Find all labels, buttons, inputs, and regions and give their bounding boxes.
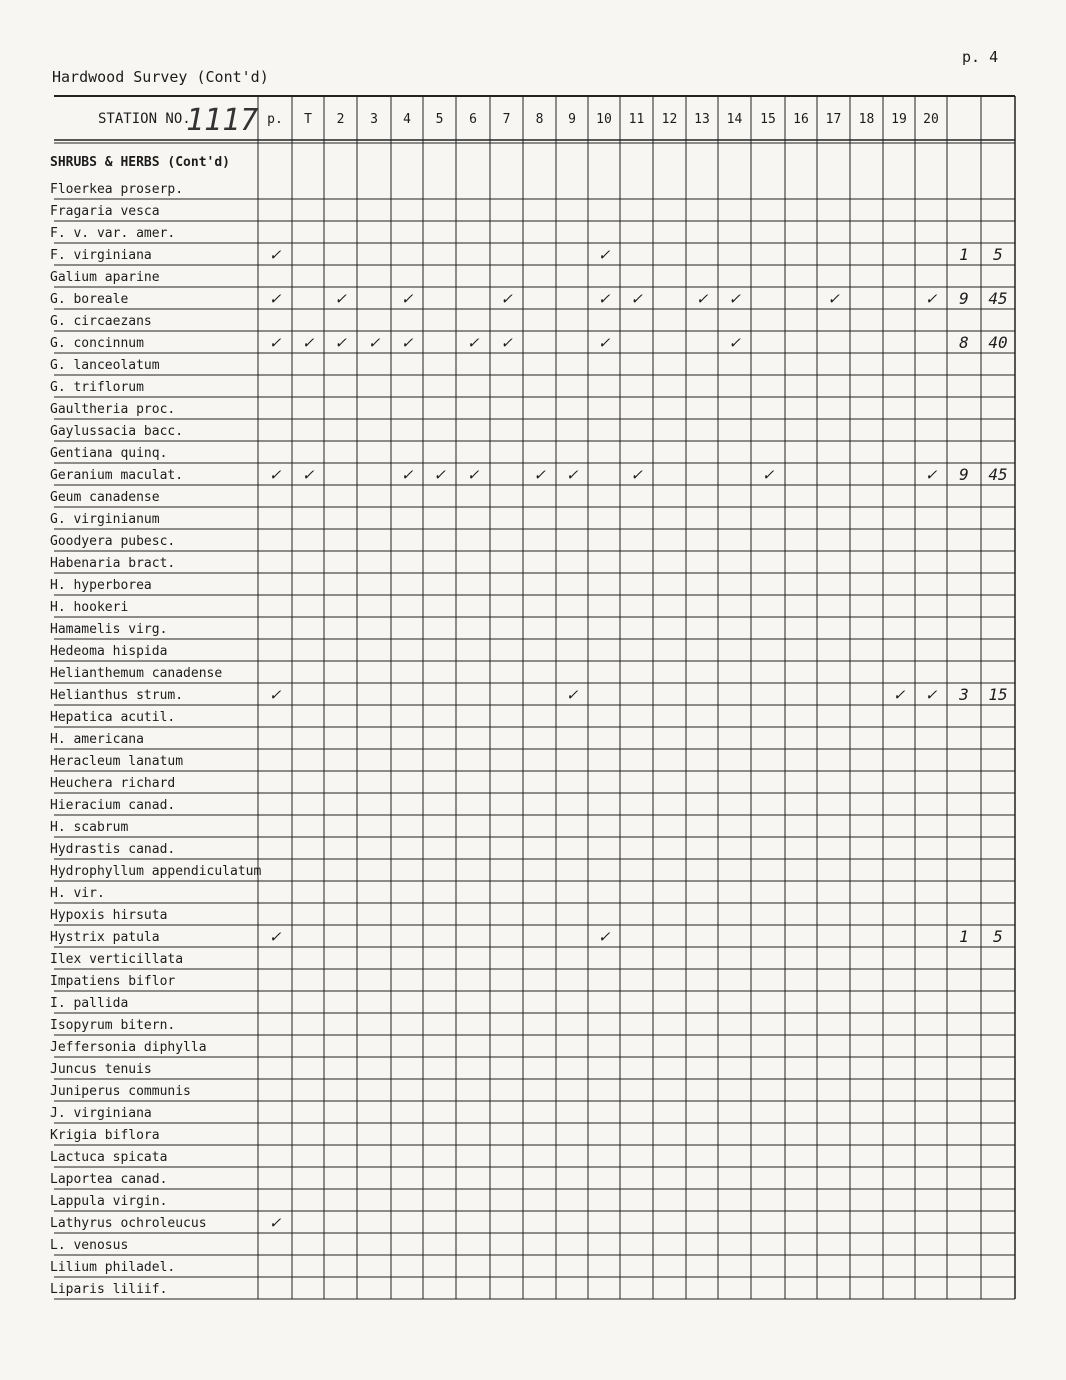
column-heading: 16 (793, 112, 809, 127)
column-heading: 5 (435, 112, 444, 127)
species-name: Heracleum lanatum (50, 754, 184, 769)
check-mark: ✓ (335, 333, 346, 353)
column-heading: 2 (336, 112, 345, 127)
check-mark: ✓ (729, 333, 740, 353)
station-number: 1117 (186, 103, 259, 138)
occurrence-count: 3 (959, 685, 969, 704)
species-name: G. triflorum (50, 380, 144, 395)
check-mark: ✓ (598, 245, 610, 265)
species-name: Floerkea proserp. (50, 182, 184, 197)
species-name: Krigia biflora (50, 1128, 160, 1143)
species-name: Gentiana quinq. (50, 446, 168, 461)
frequency-percent: 45 (988, 465, 1008, 484)
species-name: Hedeoma hispida (50, 644, 168, 659)
column-heading: 13 (694, 112, 710, 127)
station-label: STATION NO. (98, 111, 191, 127)
species-name: Hydrophyllum appendiculatum (50, 864, 262, 879)
check-mark: ✓ (631, 289, 642, 309)
check-mark: ✓ (501, 289, 512, 309)
check-mark: ✓ (598, 927, 610, 947)
column-heading: 20 (923, 112, 939, 127)
check-mark: ✓ (925, 685, 937, 705)
species-name: Hieracium canad. (50, 798, 176, 813)
column-heading: 11 (628, 112, 645, 127)
check-mark: ✓ (467, 465, 479, 485)
check-mark: ✓ (269, 927, 281, 947)
species-name: Gaultheria proc. (50, 402, 176, 417)
check-mark: ✓ (401, 289, 413, 309)
occurrence-count: 1 (959, 245, 969, 264)
occurrence-count: 9 (959, 465, 969, 484)
check-mark: ✓ (566, 465, 578, 485)
species-name: Juniperus communis (50, 1084, 191, 1099)
species-name: G. virginianum (50, 512, 160, 527)
column-heading: 10 (596, 112, 612, 127)
species-name: Hydrastis canad. (50, 842, 176, 857)
check-mark: ✓ (335, 289, 346, 309)
document-title: Hardwood Survey (Cont'd) (52, 68, 269, 86)
species-name: Fragaria vesca (50, 204, 160, 219)
species-name: Geranium maculat. (50, 468, 184, 483)
check-mark: ✓ (269, 685, 281, 705)
column-heading: 3 (370, 112, 378, 127)
species-name: Juncus tenuis (50, 1062, 152, 1077)
species-name: Lactuca spicata (50, 1150, 168, 1165)
species-name: Lilium philadel. (50, 1260, 176, 1275)
species-name: G. lanceolatum (50, 358, 160, 373)
check-mark: ✓ (925, 289, 937, 309)
frequency-percent: 5 (993, 245, 1003, 264)
species-name: H. hookeri (50, 600, 129, 615)
column-heading: 7 (502, 112, 511, 127)
column-heading: 4 (403, 112, 411, 127)
check-mark: ✓ (925, 465, 937, 485)
species-name: I. pallida (50, 996, 129, 1011)
species-name: F. virginiana (50, 248, 152, 263)
check-mark: ✓ (598, 333, 610, 353)
species-name: Helianthus strum. (50, 688, 184, 703)
column-heading: 8 (535, 112, 544, 127)
species-name: Habenaria bract. (50, 556, 176, 571)
species-name: Goodyera pubesc. (50, 534, 176, 549)
check-mark: ✓ (696, 289, 708, 309)
species-name: Galium aparine (50, 270, 160, 285)
species-name: H. scabrum (50, 820, 129, 835)
frequency-percent: 15 (988, 685, 1008, 704)
check-mark: ✓ (269, 289, 281, 309)
species-name: Impatiens biflor (50, 974, 176, 989)
check-mark: ✓ (269, 465, 281, 485)
species-name: Jeffersonia diphylla (50, 1040, 207, 1055)
check-mark: ✓ (368, 333, 380, 353)
check-mark: ✓ (598, 289, 610, 309)
check-mark: ✓ (534, 465, 545, 485)
check-mark: ✓ (467, 333, 479, 353)
check-mark: ✓ (762, 465, 774, 485)
species-name: Isopyrum bitern. (50, 1018, 176, 1033)
column-heading: 17 (825, 112, 842, 127)
check-mark: ✓ (828, 289, 839, 309)
species-name: Hystrix patula (50, 930, 160, 945)
species-name: Ilex verticillata (50, 952, 184, 967)
occurrence-count: 9 (959, 289, 969, 308)
column-heading: 18 (858, 112, 875, 127)
species-name: Hepatica acutil. (50, 710, 176, 725)
check-mark: ✓ (434, 465, 445, 485)
check-mark: ✓ (269, 333, 281, 353)
check-mark: ✓ (501, 333, 512, 353)
check-mark: ✓ (269, 1213, 281, 1233)
species-name: Liparis liliif. (50, 1282, 168, 1297)
page-number: p. 4 (962, 48, 999, 66)
species-name: Lappula virgin. (50, 1194, 168, 1209)
species-name: J. virginiana (50, 1106, 152, 1121)
section-heading: SHRUBS & HERBS (Cont'd) (50, 155, 231, 170)
column-heading: T (304, 112, 312, 127)
frequency-percent: 5 (993, 927, 1003, 946)
species-name: G. boreale (50, 292, 129, 307)
species-name: Lathyrus ochroleucus (50, 1216, 207, 1231)
column-heading: 9 (568, 112, 576, 127)
check-mark: ✓ (401, 465, 413, 485)
occurrence-count: 1 (959, 927, 969, 946)
column-heading: 15 (760, 112, 776, 127)
species-name: F. v. var. amer. (50, 226, 176, 241)
occurrence-count: 8 (959, 333, 969, 352)
species-name: L. venosus (50, 1238, 129, 1253)
column-heading: 19 (891, 112, 907, 127)
check-mark: ✓ (302, 333, 314, 353)
species-name: H. americana (50, 732, 144, 747)
species-name: Laportea canad. (50, 1172, 168, 1187)
column-heading: 12 (661, 112, 678, 127)
species-name: Hypoxis hirsuta (50, 908, 168, 923)
species-name: G. concinnum (50, 336, 144, 351)
species-name: Helianthemum canadense (50, 666, 223, 681)
frequency-percent: 40 (988, 333, 1008, 352)
check-mark: ✓ (302, 465, 314, 485)
check-mark: ✓ (269, 245, 281, 265)
check-mark: ✓ (893, 685, 905, 705)
species-name: Geum canadense (50, 490, 160, 505)
frequency-percent: 45 (988, 289, 1008, 308)
species-name: Heuchera richard (50, 776, 176, 791)
check-mark: ✓ (566, 685, 578, 705)
species-name: Hamamelis virg. (50, 622, 168, 637)
species-name: H. hyperborea (50, 578, 152, 593)
column-heading: p. (267, 112, 283, 127)
check-mark: ✓ (729, 289, 740, 309)
column-heading: 6 (469, 112, 477, 127)
column-heading: 14 (726, 112, 743, 127)
species-name: G. circaezans (50, 314, 152, 329)
check-mark: ✓ (401, 333, 413, 353)
species-name: H. vir. (50, 886, 105, 901)
check-mark: ✓ (631, 465, 642, 485)
species-name: Gaylussacia bacc. (50, 424, 184, 439)
